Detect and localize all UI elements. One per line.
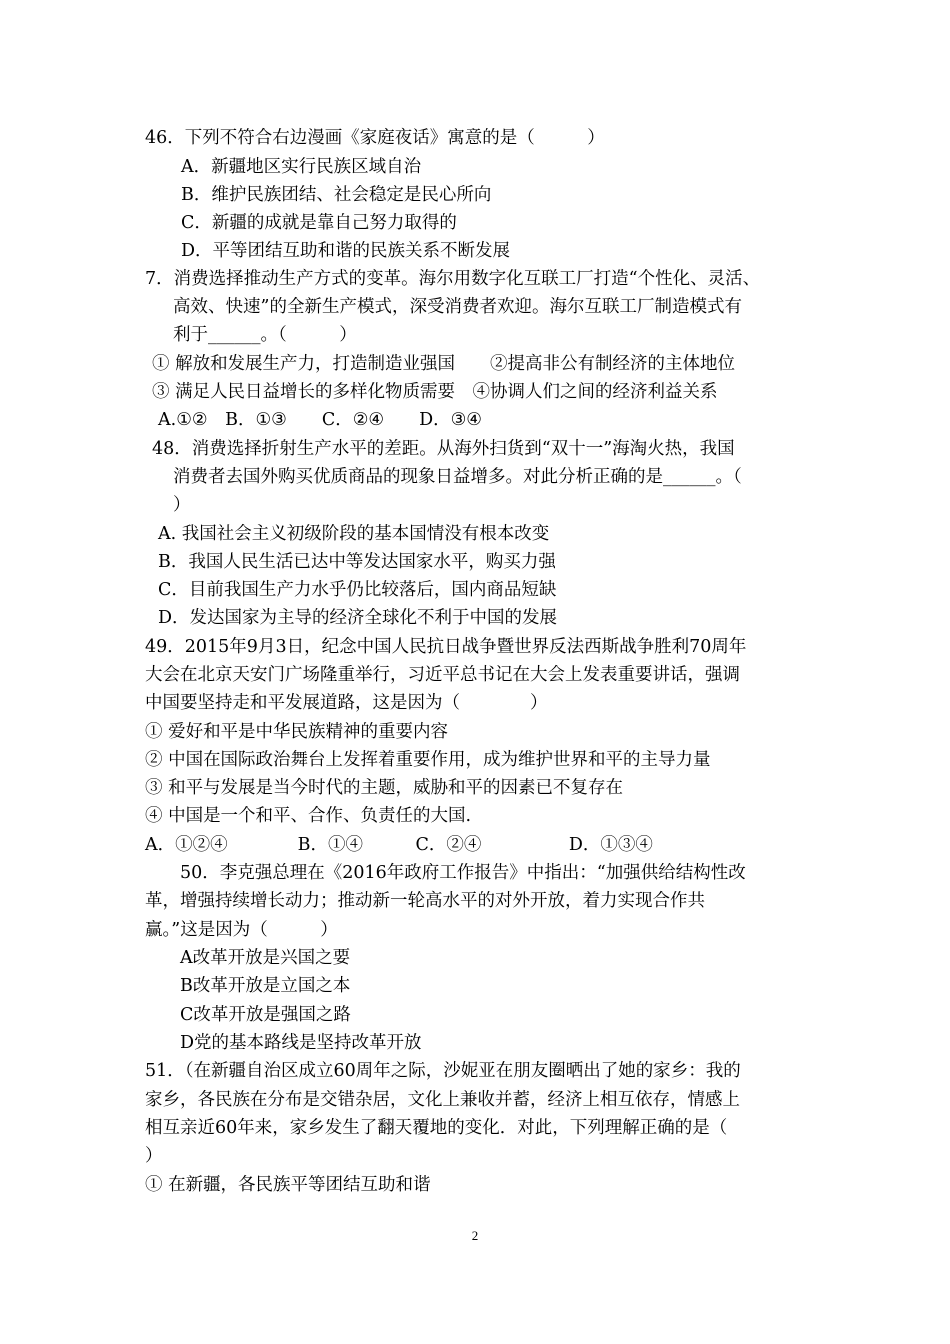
question-47-stem-line-3: 利于______。（ ） [173,325,357,345]
question-46-option-c: C．新疆的成就是靠自己努力取得的 [181,213,457,233]
question-46-option-b: B．维护民族团结、社会稳定是民心所向 [181,185,492,205]
question-49-statement-2: ② 中国在国际政治舞台上发挥着重要作用，成为维护世界和平的主导力量 [145,750,711,770]
question-48-option-d: D．发达国家为主导的经济全球化不利于中国的发展 [158,608,558,628]
question-50-option-a: A改革开放是兴国之要 [180,948,351,968]
question-48-option-a: A. 我国社会主义初级阶段的基本国情没有根本改变 [158,524,550,544]
question-49-stem-line-3: 中国要坚持走和平发展道路，这是因为（ ） [145,693,548,713]
question-46-stem: 46．下列不符合右边漫画《家庭夜话》寓意的是（ ） [145,128,605,148]
question-49-stem-line-2: 大会在北京天安门广场隆重举行，习近平总书记在大会上发表重要讲话，强调 [145,665,740,685]
question-48-stem-line-1: 48．消费选择折射生产水平的差距。从海外扫货到“双十一”海淘火热，我国 [152,439,735,459]
question-51-stem-line-4: ） [145,1146,163,1166]
page-number: 2 [471,1228,479,1243]
question-50-stem-line-2: 革，增强持续增长动力；推动新一轮高水平的对外开放，着力实现合作共 [145,891,705,911]
question-46-option-d: D．平等团结互助和谐的民族关系不断发展 [181,241,511,261]
question-50-option-b: B改革开放是立国之本 [180,976,351,996]
question-51-stem-line-3: 相互亲近60年来，家乡发生了翻天覆地的变化．对此，下列理解正确的是（ [145,1118,728,1138]
question-50-option-c: C改革开放是强国之路 [180,1005,351,1025]
question-50-option-d: D党的基本路线是坚持改革开放 [180,1033,422,1053]
question-51-statement-1: ① 在新疆，各民族平等团结互助和谐 [145,1175,431,1195]
question-48-option-b: B．我国人民生活已达中等发达国家水平，购买力强 [158,552,556,572]
question-48-option-c: C．目前我国生产力水乎仍比较落后，国内商品短缺 [158,580,557,600]
question-49-options: A．①②④ B．①④ C．②④ D．①③④ [145,835,653,855]
question-49-statement-4: ④ 中国是一个和平、合作、负责任的大国. [145,806,472,826]
question-48-stem-line-2: 消费者去国外购买优质商品的现象日益增多。对此分析正确的是______。（ [173,467,742,487]
question-50-stem-line-3: 赢。”这是因为（ ） [145,920,338,940]
question-47-stem-line-1: 7．消费选择推动生产方式的变革。海尔用数字化互联工厂打造“个性化、灵活、 [145,269,761,289]
question-49-statement-3: ③ 和平与发展是当今时代的主题，威胁和平的因素已不复存在 [145,778,624,798]
question-51-stem-line-2: 家乡，各民族在分布是交错杂居，文化上兼收并蓄，经济上相互依存，情感上 [145,1090,740,1110]
question-51-stem-line-1: 51．（在新疆自治区成立60周年之际，沙妮亚在朋友圈晒出了她的家乡：我的 [145,1061,741,1081]
question-47-options: A.①② B．①③ C．②④ D．③④ [158,410,482,430]
question-49-statement-1: ① 爱好和平是中华民族精神的重要内容 [145,722,449,742]
question-47-stem-line-2: 高效、快速”的全新生产模式，深受消费者欢迎。海尔互联工厂制造模式有 [173,297,742,317]
question-49-stem-line-1: 49．2015年9月3日，纪念中国人民抗日战争暨世界反法西斯战争胜利70周年 [145,637,747,657]
question-48-stem-line-3: ） [173,495,191,515]
question-50-stem-line-1: 50．李克强总理在《2016年政府工作报告》中指出：“加强供给结构性改 [180,863,746,883]
question-46-option-a: A．新疆地区实行民族区域自治 [181,157,422,177]
question-47-statement-1-2: ① 解放和发展生产力，打造制造业强国 ②提高非公有制经济的主体地位 [152,354,736,374]
question-47-statement-3-4: ③ 满足人民日益增长的多样化物质需要 ④协调人们之间的经济利益关系 [152,382,718,402]
